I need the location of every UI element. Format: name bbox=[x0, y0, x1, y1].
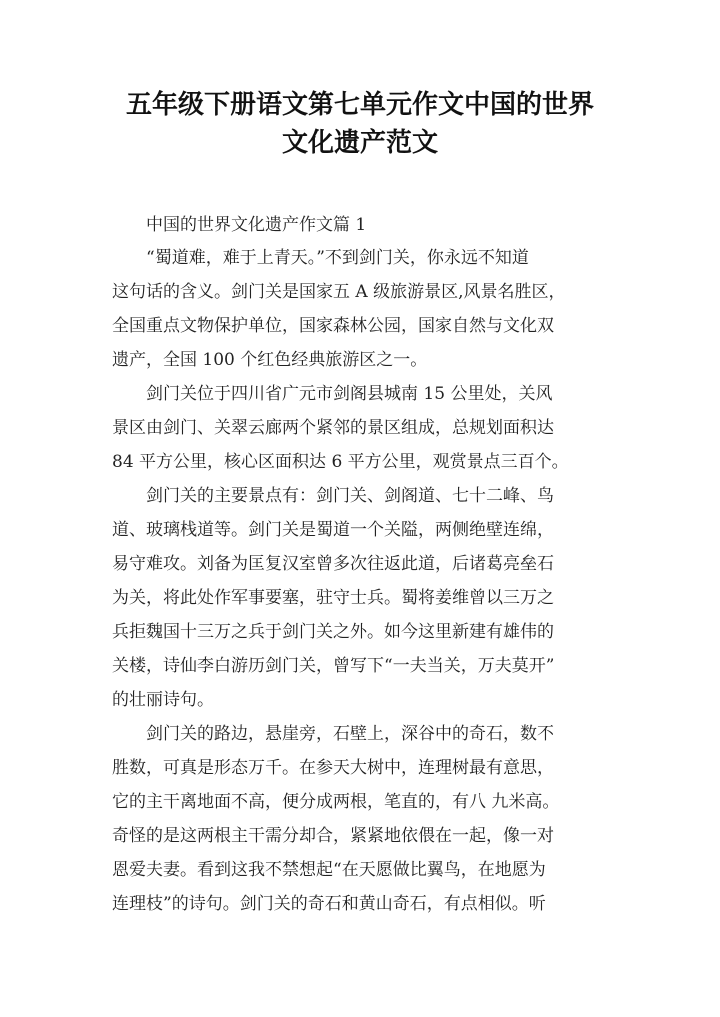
paragraph-3-line-2: 道、玻璃栈道等。剑门关是蜀道一个关隘，两侧绝壁连绵， bbox=[112, 520, 554, 540]
paragraph-3-line-3: 易守难攻。刘备为匡复汉室曾多次往返此道，后诸葛亮垒石 bbox=[112, 554, 554, 574]
document-title-line-2: 文化遗产范文 bbox=[281, 128, 438, 158]
paragraph-1-line-3: 全国重点文物保护单位，国家森林公园，国家自然与文化双 bbox=[112, 316, 554, 336]
paragraph-1-line-4: 遗产，全国 100 个红色经典旅游区之一。 bbox=[112, 350, 428, 370]
paragraph-3-line-5: 兵拒魏国十三万之兵于剑门关之外。如今这里新建有雄伟的 bbox=[112, 622, 554, 642]
paragraph-2-line-2: 景区由剑门、关翠云廊两个紧邻的景区组成，总规划面积达 bbox=[112, 418, 554, 438]
paragraph-4-line-5: 恩爱夫妻。看到这我不禁想起“在天愿做比翼鸟，在地愿为 bbox=[112, 860, 546, 880]
paragraph-1-line-2: 这句话的含义。剑门关是国家五 A 级旅游景区,风景名胜区， bbox=[112, 282, 566, 302]
paragraph-4-line-4: 奇怪的是这两根主干需分却合，紧紧地依偎在一起，像一对 bbox=[112, 826, 554, 846]
article-heading: 中国的世界文化遗产作文篇 1 bbox=[146, 215, 367, 235]
document-title-line-1: 五年级下册语文第七单元作文中国的世界 bbox=[125, 90, 594, 120]
paragraph-3-line-1: 剑门关的主要景点有：剑门关、剑阁道、七十二峰、鸟 bbox=[146, 486, 554, 506]
paragraph-1-line-1: “蜀道难，难于上青天。”不到剑门关，你永远不知道 bbox=[146, 248, 529, 268]
paragraph-2-line-1: 剑门关位于四川省广元市剑阁县城南 15 公里处，关风 bbox=[146, 384, 553, 404]
paragraph-4-line-6: 连理枝”的诗句。剑门关的奇石和黄山奇石，有点相似。听 bbox=[112, 894, 546, 914]
paragraph-3-line-7: 的壮丽诗句。 bbox=[112, 690, 214, 710]
paragraph-2-line-3: 84 平方公里，核心区面积达 6 平方公里，观赏景点三百个。 bbox=[112, 452, 569, 472]
paragraph-4-line-1: 剑门关的路边，悬崖旁，石壁上，深谷中的奇石，数不 bbox=[146, 724, 554, 744]
paragraph-4-line-2: 胜数，可真是形态万千。在参天大树中，连理树最有意思， bbox=[112, 758, 554, 778]
paragraph-3-line-6: 关楼，诗仙李白游历剑门关，曾写下“一夫当关，万夫莫开” bbox=[112, 656, 555, 676]
paragraph-4-line-3: 它的主干离地面不高，便分成两根，笔直的，有八 九米高。 bbox=[112, 792, 560, 812]
paragraph-3-line-4: 为关，将此处作军事要塞，驻守士兵。蜀将姜维曾以三万之 bbox=[112, 588, 554, 608]
